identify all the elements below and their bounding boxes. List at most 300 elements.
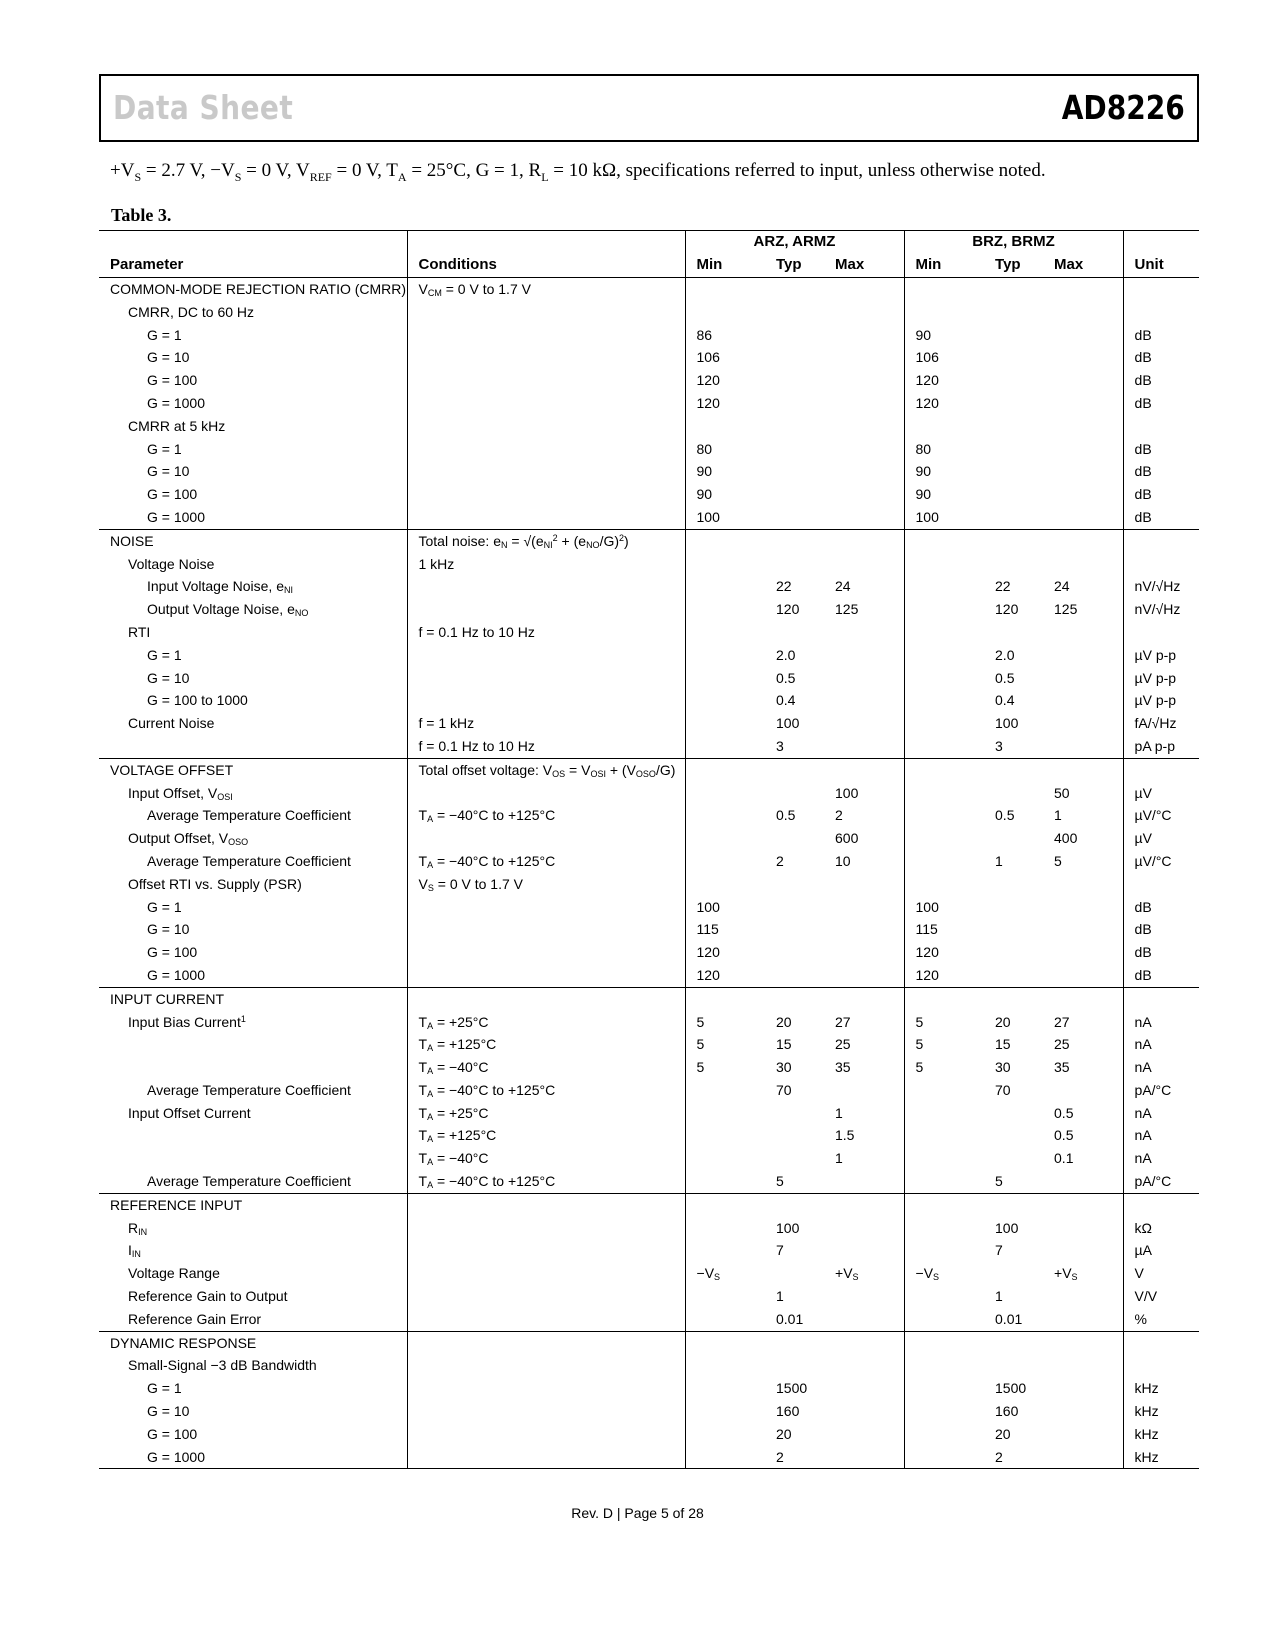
- typ-cell: 100: [776, 1219, 800, 1236]
- empty-cell: [984, 278, 1043, 301]
- min-cell: 120: [904, 964, 984, 987]
- table-row: [99, 575, 1199, 598]
- unit-cell: nV/√Hz: [1123, 575, 1199, 598]
- parameter-cell: G = 1000: [147, 394, 205, 411]
- min-cell: [904, 1308, 984, 1331]
- min-cell: [685, 415, 765, 438]
- typ-cell: 7: [995, 1242, 1003, 1259]
- table-row: [99, 1446, 1199, 1469]
- unit-cell: kHz: [1123, 1446, 1199, 1469]
- condition-cell: $T_A = -40^\circ C$ to +125°C: [407, 1170, 685, 1193]
- max-cell: 24: [835, 578, 851, 595]
- condition-cell: [407, 1308, 685, 1331]
- empty-cell: [904, 987, 984, 1010]
- min-cell: 106: [904, 346, 984, 369]
- table-row: [99, 1033, 1199, 1056]
- column-header: Min: [685, 254, 765, 278]
- table-row: [99, 1056, 1199, 1079]
- max-cell: [1043, 1354, 1123, 1377]
- typ-cell: [765, 346, 824, 369]
- condition-cell: $T_A = +25^\circ C$: [407, 1011, 685, 1034]
- min-cell: [904, 415, 984, 438]
- unit-cell: %: [1123, 1308, 1199, 1331]
- section-title: COMMON-MODE REJECTION RATIO (CMRR): [99, 278, 407, 301]
- condition-cell: [407, 1423, 685, 1446]
- condition-cell: [407, 896, 685, 919]
- typ-cell: [984, 782, 1043, 805]
- min-cell: [685, 1147, 765, 1170]
- empty-cell: [765, 1331, 824, 1354]
- typ-cell: [765, 301, 824, 324]
- max-cell: 50: [1054, 784, 1070, 801]
- page-footer: Rev. D | Page 5 of 28: [571, 1505, 704, 1521]
- unit-cell: [1123, 1354, 1199, 1377]
- min-cell: 5: [904, 1011, 984, 1034]
- typ-cell: 120: [995, 601, 1019, 618]
- max-cell: [1043, 896, 1123, 919]
- typ-cell: 0.4: [776, 692, 796, 709]
- condition-cell: [407, 827, 685, 850]
- min-cell: 120: [685, 964, 765, 987]
- table-row: [99, 415, 1199, 438]
- typ-cell: [984, 392, 1043, 415]
- min-cell: [904, 850, 984, 873]
- unit-cell: µV/°C: [1123, 850, 1199, 873]
- condition-cell: [407, 1193, 685, 1216]
- parameter-cell: G = 1: [147, 898, 182, 915]
- min-cell: 120: [685, 941, 765, 964]
- min-cell: [904, 804, 984, 827]
- table-row: [99, 438, 1199, 461]
- section-header-row: [99, 758, 1199, 781]
- parameter-cell: $R_{IN}$: [128, 1219, 148, 1237]
- min-cell: [904, 1239, 984, 1262]
- min-cell: [904, 301, 984, 324]
- parameter-cell: Voltage Range: [128, 1265, 220, 1282]
- max-cell: [1043, 301, 1123, 324]
- condition-cell: [407, 1331, 685, 1354]
- typ-cell: [765, 324, 824, 347]
- typ-cell: 0.4: [995, 692, 1015, 709]
- min-cell: 90: [685, 460, 765, 483]
- typ-cell: 20: [995, 1013, 1011, 1030]
- min-cell: 120: [904, 369, 984, 392]
- typ-cell: 2: [984, 1446, 1043, 1469]
- min-cell: [904, 598, 984, 621]
- typ-cell: 120: [776, 601, 800, 618]
- typ-cell: [765, 1354, 824, 1377]
- typ-cell: [765, 827, 824, 850]
- parameter-cell: Small-Signal −3 dB Bandwidth: [128, 1357, 317, 1374]
- table-row: [99, 598, 1199, 621]
- max-cell: [824, 1285, 904, 1308]
- typ-cell: 30: [776, 1059, 792, 1076]
- min-cell: [904, 553, 984, 576]
- typ-cell: [984, 369, 1043, 392]
- max-cell: [824, 735, 904, 758]
- typ-cell: [765, 1102, 824, 1125]
- condition-cell: $T_A = -40^\circ C$ to +125°C: [407, 850, 685, 873]
- parameter-cell: [99, 1033, 407, 1056]
- parameter-cell: Average Temperature Coefficient: [147, 852, 351, 869]
- typ-cell: [984, 964, 1043, 987]
- min-cell: 120: [685, 369, 765, 392]
- typ-cell: [984, 553, 1043, 576]
- min-cell: [685, 553, 765, 576]
- table-row: [99, 506, 1199, 529]
- condition-cell: f = 0.1 Hz to 10 Hz: [407, 621, 685, 644]
- min-cell: [685, 667, 765, 690]
- table-row: [99, 460, 1199, 483]
- typ-cell: [765, 483, 824, 506]
- max-cell: [824, 621, 904, 644]
- max-cell: [1043, 1423, 1123, 1446]
- typ-cell: [765, 369, 824, 392]
- min-cell: [685, 1285, 765, 1308]
- unit-cell: kHz: [1123, 1423, 1199, 1446]
- table-row: [99, 735, 1199, 758]
- document-title: Data Sheet: [113, 88, 294, 127]
- parameter-cell: [99, 1124, 407, 1147]
- typ-cell: [765, 941, 824, 964]
- max-cell: [824, 667, 904, 690]
- max-cell: [824, 324, 904, 347]
- unit-cell: [1123, 553, 1199, 576]
- table-row: [99, 621, 1199, 644]
- parameter-cell: G = 10: [147, 669, 190, 686]
- table-row: [99, 301, 1199, 324]
- unit-cell: fA/√Hz: [1123, 712, 1199, 735]
- table-row: [99, 850, 1199, 873]
- table-row: [99, 689, 1199, 712]
- empty-cell: [824, 1331, 904, 1354]
- empty-cell: [904, 278, 984, 301]
- empty-cell: [685, 529, 765, 552]
- table-row: [99, 667, 1199, 690]
- unit-cell: kΩ: [1123, 1217, 1199, 1240]
- empty-cell: [685, 278, 765, 301]
- specifications-table: [99, 230, 1199, 1469]
- min-cell: [904, 621, 984, 644]
- min-cell: [904, 782, 984, 805]
- max-cell: [824, 1217, 904, 1240]
- group-header-row: [99, 231, 1199, 255]
- max-cell: [824, 369, 904, 392]
- typ-cell: [984, 438, 1043, 461]
- max-cell: [824, 506, 904, 529]
- column-header: Conditions: [407, 254, 685, 278]
- empty-cell: [1123, 278, 1199, 301]
- empty-cell: [984, 529, 1043, 552]
- min-cell: $-V_S$: [904, 1262, 984, 1285]
- typ-cell: [984, 415, 1043, 438]
- typ-cell: [984, 896, 1043, 919]
- parameter-cell: [99, 1147, 407, 1170]
- max-cell: [1043, 621, 1123, 644]
- typ-cell: [984, 1147, 1043, 1170]
- max-cell: [824, 941, 904, 964]
- typ-cell: 1500: [776, 1380, 808, 1397]
- table-row: [99, 1400, 1199, 1423]
- unit-cell: nA: [1123, 1011, 1199, 1034]
- unit-cell: dB: [1123, 369, 1199, 392]
- empty-cell: [685, 987, 765, 1010]
- min-cell: 90: [904, 324, 984, 347]
- table-row: [99, 1147, 1199, 1170]
- min-cell: [904, 1354, 984, 1377]
- section-header-row: [99, 1331, 1199, 1354]
- typ-cell: [984, 941, 1043, 964]
- empty-cell: [984, 758, 1043, 781]
- typ-cell: [984, 301, 1043, 324]
- max-cell: [1043, 1170, 1123, 1193]
- grade-group-header: BRZ, BRMZ: [904, 231, 1123, 255]
- typ-cell: 2: [765, 1446, 824, 1469]
- parameter-cell: $I_{IN}$: [128, 1242, 141, 1260]
- condition-cell: [407, 346, 685, 369]
- max-cell: 1.5: [835, 1127, 855, 1144]
- typ-cell: [984, 324, 1043, 347]
- empty-cell: [1043, 987, 1123, 1010]
- min-cell: [685, 1308, 765, 1331]
- empty-cell: [1043, 529, 1123, 552]
- parameter-cell: G = 1: [147, 1380, 182, 1397]
- min-cell: [685, 1423, 765, 1446]
- typ-cell: 5: [995, 1173, 1003, 1190]
- max-cell: 27: [1054, 1013, 1070, 1030]
- section-title: VOLTAGE OFFSET: [99, 758, 407, 781]
- max-cell: [824, 873, 904, 896]
- empty-cell: [824, 278, 904, 301]
- min-cell: [685, 689, 765, 712]
- parameter-cell: Average Temperature Coefficient: [147, 807, 351, 824]
- parameter-cell: Input Offset, $V_{OSI}$: [128, 784, 233, 802]
- empty-cell: [824, 529, 904, 552]
- parameter-cell: Average Temperature Coefficient: [147, 1081, 351, 1098]
- min-cell: [685, 1170, 765, 1193]
- section-header-row: [99, 529, 1199, 552]
- min-cell: [904, 1446, 984, 1469]
- typ-cell: 30: [995, 1059, 1011, 1076]
- unit-cell: [1123, 621, 1199, 644]
- section-title: REFERENCE INPUT: [99, 1193, 407, 1216]
- column-header: Unit: [1123, 254, 1199, 278]
- empty-cell: [824, 758, 904, 781]
- max-cell: 35: [835, 1059, 851, 1076]
- section-title: DYNAMIC RESPONSE: [99, 1331, 407, 1354]
- page-header: [99, 74, 1199, 142]
- max-cell: [1043, 506, 1123, 529]
- max-cell: [824, 346, 904, 369]
- typ-cell: 3: [776, 737, 784, 754]
- column-header: Max: [1043, 254, 1123, 278]
- min-cell: [685, 850, 765, 873]
- parameter-cell: G = 1000: [147, 966, 205, 983]
- min-cell: [685, 301, 765, 324]
- typ-cell: 2: [776, 852, 784, 869]
- min-cell: 90: [904, 460, 984, 483]
- typ-cell: [765, 460, 824, 483]
- max-cell: $+V_S$: [1054, 1265, 1078, 1283]
- parameter-cell: Reference Gain to Output: [128, 1288, 288, 1305]
- min-cell: 120: [904, 392, 984, 415]
- max-cell: 125: [1054, 601, 1078, 618]
- max-cell: [1043, 346, 1123, 369]
- condition-cell: Total noise: $e_N = √(e_{NI}^2 + (e_{NO}/G)^2)$: [407, 529, 685, 552]
- table-row: [99, 1239, 1199, 1262]
- parameter-cell: G = 10: [147, 1403, 190, 1420]
- unit-cell: dB: [1123, 896, 1199, 919]
- parameter-cell: RTI: [128, 623, 151, 640]
- typ-cell: 0.5: [776, 807, 796, 824]
- typ-cell: 5: [776, 1173, 784, 1190]
- column-header: Typ: [984, 254, 1043, 278]
- min-cell: [685, 1239, 765, 1262]
- typ-cell: [984, 827, 1043, 850]
- typ-cell: [984, 1124, 1043, 1147]
- max-cell: [824, 644, 904, 667]
- min-cell: 5: [685, 1011, 765, 1034]
- condition-cell: $T_A = -40^\circ C$: [407, 1147, 685, 1170]
- table-row: [99, 1377, 1199, 1400]
- typ-cell: 160: [776, 1403, 800, 1420]
- typ-cell: 0.5: [995, 669, 1015, 686]
- parameter-cell: Voltage Noise: [128, 555, 215, 572]
- unit-cell: dB: [1123, 438, 1199, 461]
- max-cell: [1043, 1285, 1123, 1308]
- empty-cell: [1123, 758, 1199, 781]
- typ-cell: [765, 438, 824, 461]
- table-row: [99, 1079, 1199, 1102]
- typ-cell: [984, 460, 1043, 483]
- min-cell: [904, 1217, 984, 1240]
- max-cell: [824, 301, 904, 324]
- condition-cell: [407, 782, 685, 805]
- table-row: [99, 483, 1199, 506]
- min-cell: 86: [685, 324, 765, 347]
- min-cell: [685, 735, 765, 758]
- max-cell: [1043, 1217, 1123, 1240]
- table-row: [99, 782, 1199, 805]
- empty-cell: [904, 1193, 984, 1216]
- empty-cell: [1043, 278, 1123, 301]
- table-row: [99, 827, 1199, 850]
- table-body: [99, 278, 1199, 1469]
- unit-cell: µV: [1123, 827, 1199, 850]
- unit-cell: pA/°C: [1123, 1079, 1199, 1102]
- table-row: [99, 1262, 1199, 1285]
- min-cell: [904, 873, 984, 896]
- min-cell: [904, 1147, 984, 1170]
- max-cell: 125: [835, 601, 859, 618]
- typ-cell: 15: [776, 1036, 792, 1053]
- parameter-cell: Input Voltage Noise, $e_{NI}$: [147, 578, 293, 596]
- condition-cell: [407, 415, 685, 438]
- condition-cell: $V_S = 0$ V to 1.7 V: [407, 873, 685, 896]
- min-cell: [685, 1400, 765, 1423]
- empty-cell: [984, 1331, 1043, 1354]
- condition-cell: [407, 506, 685, 529]
- condition-cell: $T_A = +125^\circ C$: [407, 1124, 685, 1147]
- condition-cell: [407, 644, 685, 667]
- empty-cell: [685, 1193, 765, 1216]
- typ-cell: [765, 1124, 824, 1147]
- grade-group-header: ARZ, ARMZ: [685, 231, 904, 255]
- min-cell: [904, 1400, 984, 1423]
- typ-cell: [765, 896, 824, 919]
- min-cell: 120: [904, 941, 984, 964]
- max-cell: [1043, 483, 1123, 506]
- min-cell: 90: [685, 483, 765, 506]
- max-cell: 1: [835, 1104, 843, 1121]
- typ-cell: 70: [776, 1081, 792, 1098]
- typ-cell: 100: [995, 1219, 1019, 1236]
- unit-cell: dB: [1123, 483, 1199, 506]
- min-cell: [904, 735, 984, 758]
- empty-cell: [1123, 1193, 1199, 1216]
- min-cell: 106: [685, 346, 765, 369]
- parameter-cell: G = 1000: [99, 1446, 407, 1469]
- condition-cell: [407, 369, 685, 392]
- empty-cell: [765, 758, 824, 781]
- min-cell: [685, 712, 765, 735]
- max-cell: 0.5: [1054, 1127, 1074, 1144]
- parameter-cell: G = 100: [147, 1425, 198, 1442]
- min-cell: [904, 644, 984, 667]
- max-cell: 24: [1054, 578, 1070, 595]
- max-cell: [1043, 689, 1123, 712]
- typ-cell: 7: [776, 1242, 784, 1259]
- typ-cell: 2.0: [995, 646, 1015, 663]
- max-cell: [1043, 918, 1123, 941]
- max-cell: 1: [835, 1150, 843, 1167]
- min-cell: 90: [904, 483, 984, 506]
- table-row: [99, 712, 1199, 735]
- table-row: [99, 1102, 1199, 1125]
- min-cell: [685, 1354, 765, 1377]
- empty-cell: [1123, 987, 1199, 1010]
- section-title: NOISE: [99, 529, 407, 552]
- empty-cell: [984, 987, 1043, 1010]
- max-cell: [1043, 873, 1123, 896]
- condition-cell: [407, 301, 685, 324]
- typ-cell: 100: [776, 715, 800, 732]
- typ-cell: [984, 873, 1043, 896]
- unit-cell: µA: [1123, 1239, 1199, 1262]
- min-cell: [685, 1377, 765, 1400]
- condition-cell: $T_A = -40^\circ C$: [407, 1056, 685, 1079]
- max-cell: [824, 460, 904, 483]
- min-cell: [904, 1285, 984, 1308]
- typ-cell: 160: [995, 1403, 1019, 1420]
- typ-cell: 20: [776, 1425, 792, 1442]
- unit-cell: dB: [1123, 918, 1199, 941]
- min-cell: 100: [904, 506, 984, 529]
- condition-cell: [407, 598, 685, 621]
- unit-cell: [1123, 301, 1199, 324]
- typ-cell: [765, 415, 824, 438]
- unit-cell: µV p-p: [1123, 644, 1199, 667]
- max-cell: 25: [1054, 1036, 1070, 1053]
- empty-cell: [1123, 1331, 1199, 1354]
- max-cell: [824, 1239, 904, 1262]
- header-blank: [1123, 231, 1199, 255]
- max-cell: [824, 1079, 904, 1102]
- section-header-row: [99, 278, 1199, 301]
- max-cell: 0.5: [1054, 1104, 1074, 1121]
- parameter-cell: Input Bias Current$^1$: [128, 1013, 246, 1030]
- typ-cell: [765, 506, 824, 529]
